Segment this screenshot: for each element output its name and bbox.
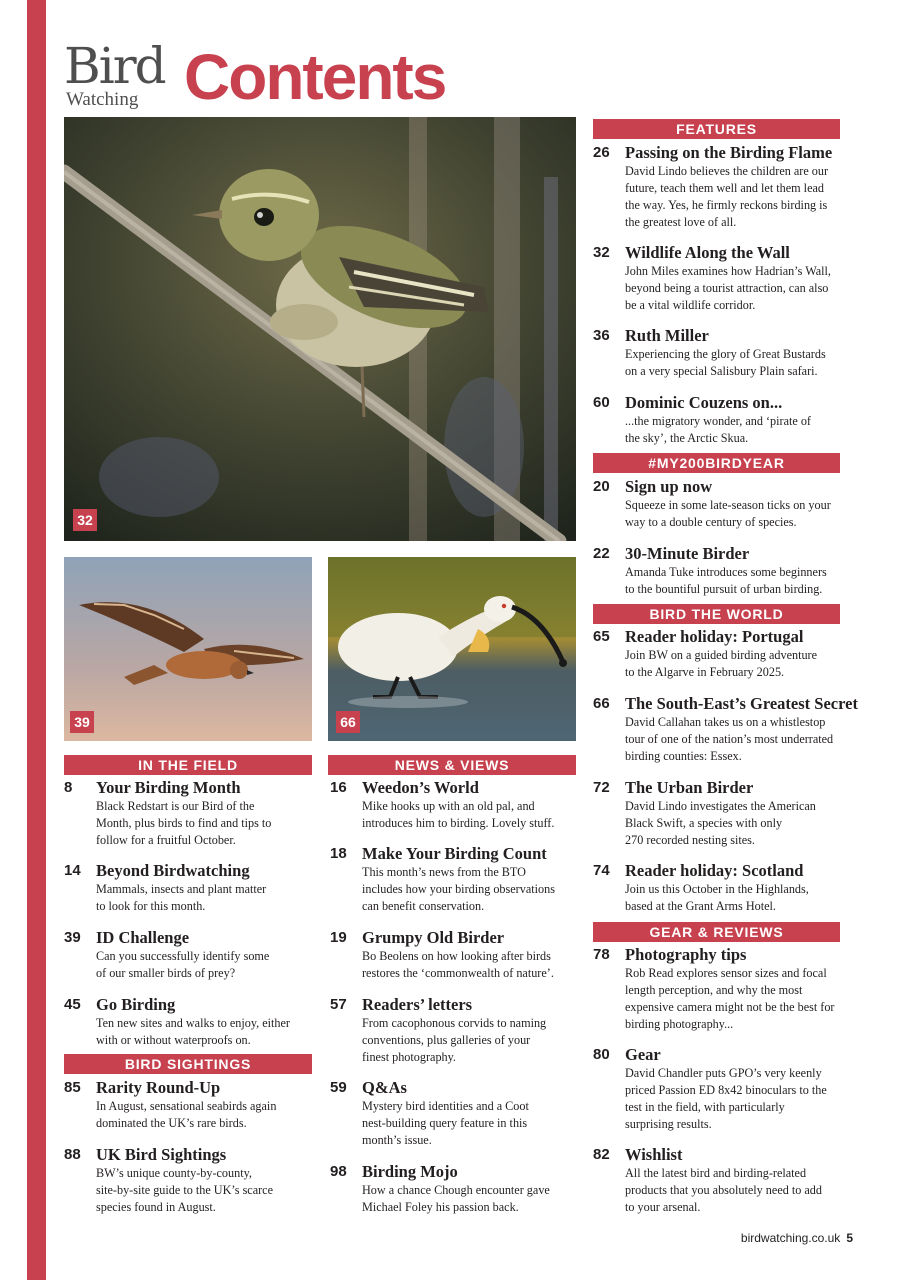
entry-page-number: 66 (593, 695, 610, 712)
page-tag-main-photo: 32 (73, 509, 97, 531)
entry-page-number: 22 (593, 545, 610, 562)
entry-page-number: 57 (330, 996, 347, 1013)
section-header-bird-sightings: BIRD SIGHTINGS (64, 1054, 312, 1074)
spoonbill-illustration (328, 557, 576, 741)
entry-title: Photography tips (625, 945, 747, 964)
logo-watching-text: Watching (66, 89, 139, 110)
entry-description: Join us this October in the Highlands, based at the Grant Arms Hotel. (625, 882, 809, 913)
entry-description: Experiencing the glory of Great Bustards on a very special Salisbury Plain safari. (625, 347, 826, 378)
accent-sidebar-bar (27, 0, 46, 1280)
section-header-gear-reviews: GEAR & REVIEWS (593, 922, 840, 942)
page-title: Contents (184, 41, 446, 113)
entry-title: Dominic Couzens on... (625, 393, 783, 412)
warbler-illustration (64, 117, 576, 541)
section-header-my200birdyear: #MY200BIRDYEAR (593, 453, 840, 473)
footer-page-number: 5 (846, 1231, 853, 1245)
entry-description: In August, sensational seabirds again dominated the UK’s rare birds. (96, 1099, 277, 1130)
entry-page-number: 80 (593, 1046, 610, 1063)
entry-page-number: 65 (593, 628, 610, 645)
entry-page-number: 82 (593, 1146, 610, 1163)
entry-page-number: 72 (593, 779, 610, 796)
entry-page-number: 36 (593, 327, 610, 344)
entry-page-number: 20 (593, 478, 610, 495)
entry-description: Mammals, insects and plant matter to look for this month. (96, 882, 267, 913)
entry-page-number: 16 (330, 779, 347, 796)
entry-page-number: 60 (593, 394, 610, 411)
entry-description: David Chandler puts GPO’s very keenly priced Passion ED 8x42 binoculars to the test in the field, with particularly surprising results. (625, 1066, 827, 1131)
page-footer (741, 1231, 853, 1245)
section-header-bird-the-world: BIRD THE WORLD (593, 604, 840, 624)
entry-description: Mike hooks up with an old pal, and introduces him to birding. Lovely stuff. (362, 799, 555, 830)
logo-bird-text: Bird (64, 37, 165, 95)
entry-description: Rob Read explores sensor sizes and focal length perception, and why the most expensive camera might not be the best for birding photography... (625, 966, 835, 1031)
entry-description: Black Redstart is our Bird of the Month, plus birds to find and tips to follow for a fruitful October. (96, 799, 272, 847)
entry-title: Birding Mojo (362, 1162, 458, 1181)
entry-title: 30-Minute Birder (625, 544, 750, 563)
entry-title: Gear (625, 1045, 661, 1064)
entry-title: Go Birding (96, 995, 176, 1014)
entry-title: Q&As (362, 1078, 407, 1097)
entry-title: Ruth Miller (625, 326, 709, 345)
entry-title: Wildlife Along the Wall (625, 243, 790, 262)
entry-description: BW’s unique county-by-county, site-by-site guide to the UK’s scarce species found in August. (96, 1166, 274, 1214)
entry-title: Rarity Round-Up (96, 1078, 221, 1097)
entry-title: Beyond Birdwatching (96, 861, 250, 880)
section-header-features: FEATURES (593, 119, 840, 139)
photo-harrier (64, 557, 312, 741)
entry-description: Bo Beolens on how looking after birds restores the ‘commonwealth of nature’. (362, 949, 554, 980)
page-tag-harrier-photo: 39 (70, 711, 94, 733)
entry-title: Make Your Birding Count (362, 844, 547, 863)
entry-title: ID Challenge (96, 928, 190, 947)
entry-title: The South-East’s Greatest Secret (625, 694, 858, 713)
entry-title: Reader holiday: Scotland (625, 861, 804, 880)
entry-page-number: 14 (64, 862, 81, 879)
section-header-in-the-field: IN THE FIELD (64, 755, 312, 775)
entry-title: Passing on the Birding Flame (625, 143, 833, 162)
entry-description: Squeeze in some late-season ticks on your way to a double century of species. (625, 498, 831, 529)
entry-page-number: 32 (593, 244, 610, 261)
entry-page-number: 78 (593, 946, 610, 963)
entry-page-number: 74 (593, 862, 610, 879)
entry-description: From cacophonous corvids to naming conventions, plus galleries of your finest photography. (362, 1016, 547, 1064)
entry-description: All the latest bird and birding-related products that you absolutely need to add to your arsenal. (625, 1166, 822, 1214)
entry-title: Reader holiday: Portugal (625, 627, 804, 646)
entry-title: Sign up now (625, 477, 713, 496)
entry-title: The Urban Birder (625, 778, 754, 797)
entry-description: This month’s news from the BTO includes how your birding observations can benefit conservation. (362, 865, 555, 913)
main-photo-warbler (64, 117, 576, 541)
entry-description: Ten new sites and walks to enjoy, either with or without waterproofs on. (96, 1016, 290, 1047)
entry-page-number: 8 (64, 779, 73, 796)
entry-title: Readers’ letters (362, 995, 473, 1014)
entry-page-number: 85 (64, 1079, 81, 1096)
magazine-logo (64, 37, 176, 112)
entry-page-number: 39 (64, 929, 81, 946)
section-header-news-views: NEWS & VIEWS (328, 755, 576, 775)
entry-page-number: 18 (330, 845, 347, 862)
entry-description: Join BW on a guided birding adventure to the Algarve in February 2025. (625, 648, 818, 679)
entry-description: John Miles examines how Hadrian’s Wall, beyond being a tourist attraction, can also be a vital wildlife corridor. (625, 264, 831, 312)
entry-page-number: 26 (593, 144, 610, 161)
entry-page-number: 59 (330, 1079, 347, 1096)
entry-title: Your Birding Month (96, 778, 241, 797)
page-tag-spoonbill-photo: 66 (336, 711, 360, 733)
entry-description: David Callahan takes us on a whistlestop tour of one of the nation’s most underrated birding counties: Essex. (625, 715, 834, 763)
entry-title: Wishlist (625, 1145, 683, 1164)
entry-title: Weedon’s World (362, 778, 479, 797)
entry-description: David Lindo believes the children are our future, teach them well and let them lead the way. Yes, he firmly reckons birding is the greatest love of all. (625, 164, 829, 229)
entry-title: UK Bird Sightings (96, 1145, 227, 1164)
entry-page-number: 19 (330, 929, 347, 946)
entry-page-number: 88 (64, 1146, 81, 1163)
entry-description: David Lindo investigates the American Black Swift, a species with only 270 recorded nesting sites. (625, 799, 816, 847)
footer-website[interactable]: birdwatching.co.uk (740, 1231, 841, 1245)
entry-description: Mystery bird identities and a Coot nest-building query feature in this month’s issue. (362, 1099, 529, 1147)
entry-description: Amanda Tuke introduces some beginners to the bountiful pursuit of urban birding. (625, 565, 827, 596)
harrier-illustration (64, 557, 312, 741)
entry-title: Grumpy Old Birder (362, 928, 505, 947)
entry-page-number: 45 (64, 996, 81, 1013)
entry-description: ...the migratory wonder, and ‘pirate of the sky’, the Arctic Skua. (625, 414, 811, 445)
photo-spoonbill (328, 557, 576, 741)
entry-description: Can you successfully identify some of our smaller birds of prey? (96, 949, 270, 980)
entry-description: How a chance Chough encounter gave Michael Foley his passion back. (362, 1183, 550, 1214)
entry-page-number: 98 (330, 1163, 347, 1180)
